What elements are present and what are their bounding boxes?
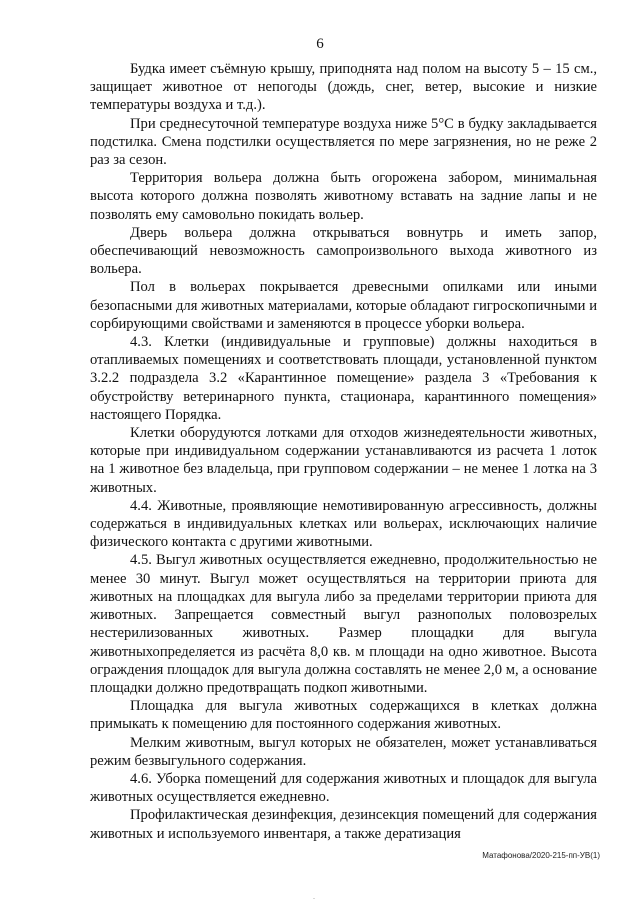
footer-document-code: Матафонова/2020-215-пп-УВ(1)	[482, 851, 600, 860]
paragraph: При среднесуточной температуре воздуха ниже 5°C в будку закладывается подстилка. Смена подстилки осуществляется по мере загрязнения, но не реже 2 раз за сезон.	[90, 115, 597, 169]
paragraph: Будка имеет съёмную крышу, приподнята над полом на высоту 5 – 15 см., защищает животное от непогоды (дождь, снег, ветер, высокие и низкие температуры воздуха и т.д.).	[90, 61, 597, 114]
document-body	[90, 60, 597, 843]
paragraph: Территория вольера должна быть огорожена забором, минимальная высота которого должна позволять животному вставать на задние лапы и не позволять ему самовольно покидать вольер.	[90, 170, 597, 223]
page-number: 6	[316, 36, 324, 52]
paragraph: Пол в вольерах покрывается древесными опилками или иными безопасными для животных материалами, которые обладают гигроскопичными и сорбирующими свойствами и заменяются в процессе уборки вольера.	[90, 279, 597, 332]
paragraph: 4.6. Уборка помещений для содержания животных и площадок для выгула животных осуществляется ежедневно.	[90, 770, 597, 806]
paragraph: Клетки оборудуются лотками для отходов жизнедеятельности животных, которые при индивидуальном содержании устанавливаются из расчета 1 лоток на 1 животное без владельца, при групповом содержании – не менее 1 лотка на 3 животных.	[90, 425, 597, 496]
paragraph: 4.4. Животные, проявляющие немотивированную агрессивность, должны содержаться в индивидуальных клетках или вольерах, исключающих наличие физического контакта с другими животными.	[90, 497, 597, 551]
paragraph: Мелким животным, выгул которых не обязателен, может устанавливаться режим безвыгульного содержания.	[90, 734, 597, 769]
paragraph: 4.5. Выгул животных осуществляется ежедневно, продолжительностью не менее 30 минут. Выгул может осуществляться на территории приюта для животных на площадках для выгула либо за пределами территории приюта для животных. Запрещается совместный выгул разнополых половозрелых нестерилизованных животных. Размер площадки для выгула животныхопределяется из расчёта 8,0 кв. м площади на одно животное. Высота ограждения площадок для выгула должна составлять не менее 2,0 м, а основание площадки должно предотвращать подкоп животными.	[90, 552, 597, 696]
footer-mark: .	[313, 892, 315, 901]
paragraph: 4.3. Клетки (индивидуальные и групповые) должны находиться в отапливаемых помещениях и соответствовать площади, установленной пунктом 3.2.2 подраздела 3.2 «Карантинное помещение» раздела 3 «Требования к обустройству ветеринарного пункта, стационара, карантинного помещения» настоящего Порядка.	[90, 334, 597, 423]
paragraph: Профилактическая дезинфекция, дезинсекция помещений для содержания животных и используемого инвентаря, а также дератизация	[90, 807, 597, 842]
paragraph: Площадка для выгула животных содержащихся в клетках должна примыкать к помещению для постоянного содержания животных.	[90, 698, 597, 733]
paragraph: Дверь вольера должна открываться вовнутрь и иметь запор, обеспечивающий невозможность самопроизвольного выхода животного из вольера.	[90, 224, 597, 278]
